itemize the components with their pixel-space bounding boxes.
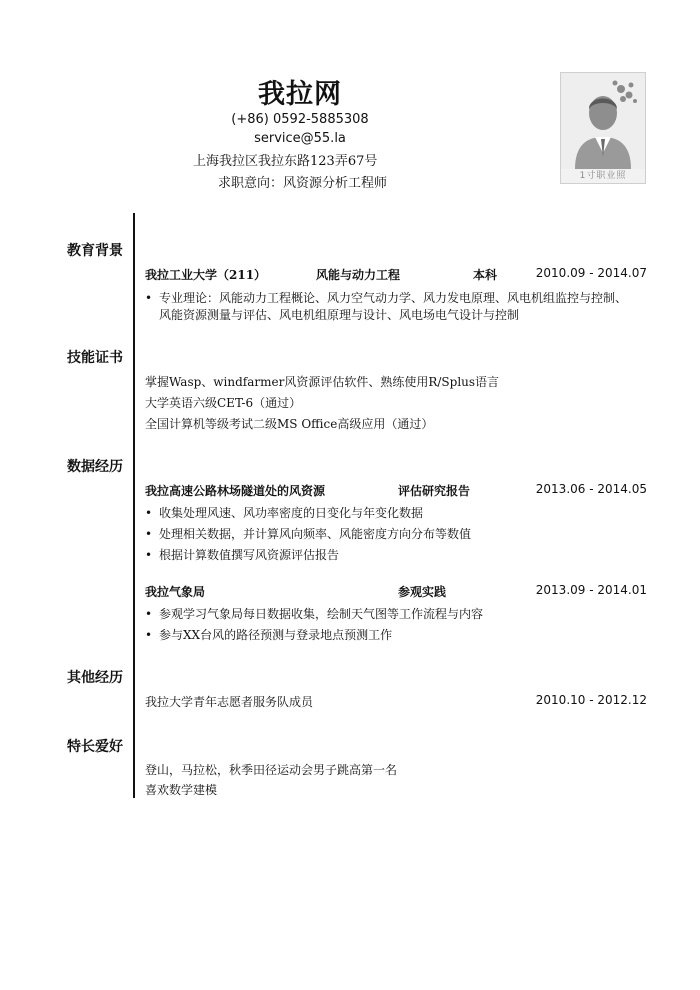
- section-title-hobbies: 特长爱好: [67, 739, 123, 755]
- experience-bullet: • 根据计算数值撰写风资源评估报告: [145, 548, 340, 562]
- education-major: 风能与动力工程: [316, 268, 401, 282]
- section-title-skills: 技能证书: [67, 350, 123, 366]
- experience-org: 我拉气象局: [145, 585, 206, 599]
- bullet-icon: •: [145, 506, 153, 520]
- experience-date: 2013.09 - 2014.01: [535, 583, 647, 597]
- education-row: [145, 266, 647, 283]
- other-experience-row: [145, 693, 647, 710]
- email-address: service@55.la: [254, 131, 346, 146]
- experience-role: 参观实践: [398, 585, 447, 599]
- skill-item: 全国计算机等级考试二级MS Office高级应用（通过）: [145, 417, 434, 431]
- bullet-icon: •: [145, 291, 153, 305]
- bullet-icon: •: [145, 548, 153, 562]
- section-title-other-experience: 其他经历: [67, 670, 123, 686]
- experience-org: 我拉高速公路林场隧道处的风资源: [145, 484, 326, 498]
- education-school: 我拉工业大学（211）: [145, 268, 267, 282]
- bullet-icon: •: [145, 527, 153, 541]
- experience-bullet: • 参与XX台风的路径预测与登录地点预测工作: [145, 628, 393, 642]
- education-bullet: • 专业理论：风能动力工程概论、风力空气动力学、风力发电原理、风电机组监控与控制、: [145, 291, 628, 305]
- photo-caption: 1寸职业照: [579, 171, 627, 181]
- experience-date: 2013.06 - 2014.05: [535, 482, 647, 496]
- experience-row: [145, 583, 647, 600]
- experience-bullet: • 处理相关数据，并计算风向频率、风能密度方向分布等数值: [145, 527, 472, 541]
- bullet-icon: •: [145, 628, 153, 642]
- section-title-education: 教育背景: [67, 243, 123, 259]
- other-experience-text: 我拉大学青年志愿者服务队成员: [145, 695, 314, 709]
- experience-bullet: • 收集处理风速、风功率密度的日变化与年变化数据: [145, 506, 424, 520]
- skill-item: 大学英语六级CET-6（通过）: [145, 396, 302, 410]
- home-address: 上海我拉区我拉东路123弄67号: [193, 154, 378, 169]
- education-degree: 本科: [473, 268, 498, 282]
- experience-bullet: • 参观学习气象局每日数据收集，绘制天气图等工作流程与内容: [145, 607, 484, 621]
- profile-photo: [560, 72, 646, 184]
- experience-row: [145, 482, 647, 499]
- bullet-icon: •: [145, 607, 153, 621]
- job-objective: 求职意向：风资源分析工程师: [218, 176, 388, 191]
- education-date: 2010.09 - 2014.07: [535, 266, 647, 280]
- other-experience-date: 2010.10 - 2012.12: [535, 693, 647, 707]
- section-title-data-experience: 数据经历: [67, 459, 123, 475]
- experience-role: 评估研究报告: [398, 484, 471, 498]
- hobby-item: 登山，马拉松，秋季田径运动会男子跳高第一名: [145, 763, 398, 777]
- candidate-name: 我拉网: [258, 79, 342, 110]
- section-divider-line: [133, 213, 135, 798]
- hobby-item: 喜欢数学建模: [145, 783, 218, 797]
- avatar-silhouette-icon: [561, 73, 645, 169]
- education-bullet-continued: 风能资源测量与评估、风电机组原理与设计、风电场电气设计与控制: [159, 308, 520, 322]
- phone-number: (+86) 0592-5885308: [231, 112, 369, 127]
- skill-item: 掌握Wasp、windfarmer风资源评估软件、熟练使用R/Splus语言: [145, 375, 500, 389]
